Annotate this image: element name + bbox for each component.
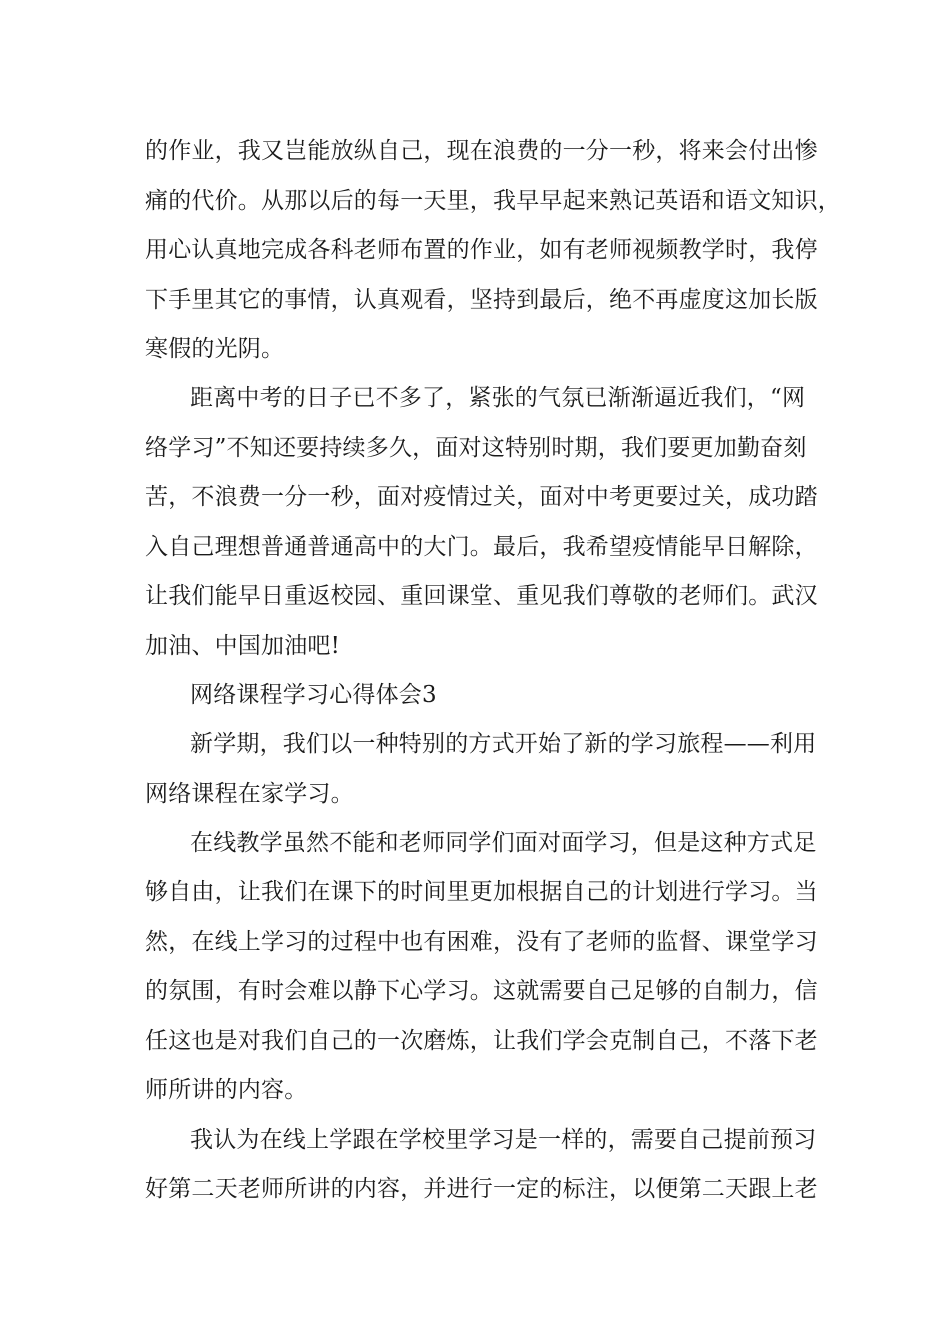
text-line: 够自由，让我们在课下的时间里更加根据自己的计划进行学习。当	[145, 879, 818, 905]
text-line: 网络课程在家学习。	[145, 781, 354, 807]
text-line: 让我们能早日重返校园、重回课堂、重见我们尊敬的老师们。武汉	[145, 583, 818, 609]
text-line: 苦，不浪费一分一秒，面对疫情过关，面对中考更要过关，成功踏	[145, 484, 818, 510]
text-line: 的作业，我又岂能放纵自己，现在浪费的一分一秒，将来会付出惨	[145, 138, 818, 164]
text-line: 用心认真地完成各科老师布置的作业，如有老师视频教学时，我停	[145, 237, 818, 263]
text-line: 加油、中国加油吧!	[145, 633, 341, 659]
text-line: 络学习”不知还要持续多久，面对这特别时期，我们要更加勤奋刻	[145, 435, 807, 461]
text-line: 的氛围，有时会难以静下心学习。这就需要自己足够的自制力，信	[145, 978, 818, 1004]
text-line: 然，在线上学习的过程中也有困难，没有了老师的监督、课堂学习	[145, 929, 818, 955]
section-heading: 网络课程学习心得体会3	[190, 682, 437, 708]
paragraph-first-line: 距离中考的日子已不多了，紧张的气氛已渐渐逼近我们，“网	[190, 385, 806, 411]
text-line: 任这也是对我们自己的一次磨炼，让我们学会克制自己，不落下老	[145, 1028, 818, 1054]
text-line: 入自己理想普通普通高中的大门。最后，我希望疫情能早日解除，	[145, 534, 818, 560]
text-line: 好第二天老师所讲的内容，并进行一定的标注，以便第二天跟上老	[145, 1176, 818, 1202]
text-line: 师所讲的内容。	[145, 1077, 308, 1103]
text-line: 痛的代价。从那以后的每一天里，我早早起来熟记英语和语文知识，	[145, 188, 841, 214]
paragraph-first-line: 在线教学虽然不能和老师同学们面对面学习，但是这种方式足	[190, 830, 817, 856]
text-line: 寒假的光阴。	[145, 336, 285, 362]
paragraph-first-line: 新学期，我们以一种特别的方式开始了新的学习旅程——利用	[190, 731, 817, 757]
text-line: 下手里其它的事情，认真观看，坚持到最后，绝不再虚度这加长版	[145, 287, 818, 313]
paragraph-first-line: 我认为在线上学跟在学校里学习是一样的，需要自己提前预习	[190, 1127, 817, 1153]
